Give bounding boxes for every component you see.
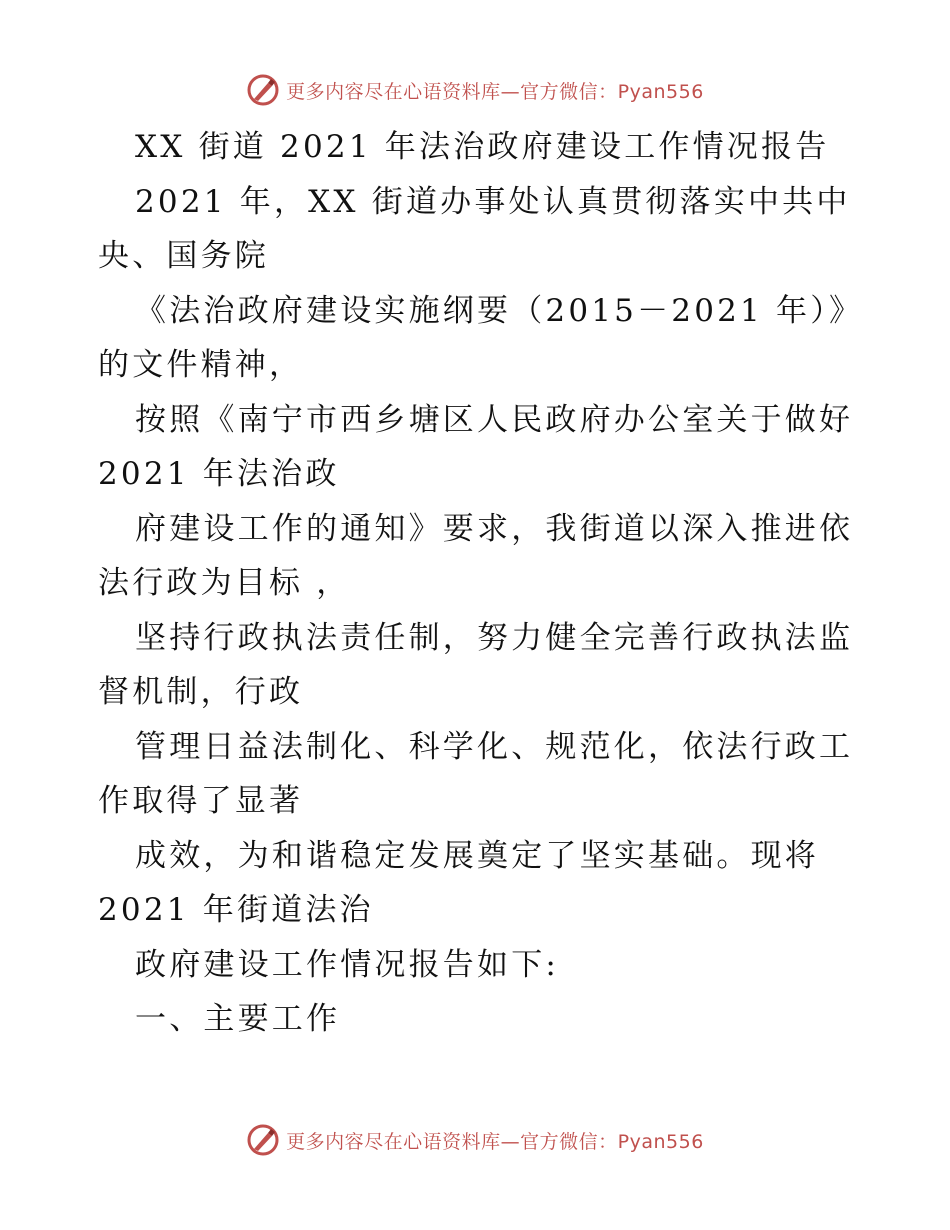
paragraph-line: 府建设工作的通知》要求，我街道以深入推进依: [135, 510, 854, 547]
paragraph-line: 2021 年街道法治: [98, 892, 374, 928]
paragraph-line: 坚持行政执法责任制，努力健全完善行政执法监: [135, 619, 854, 656]
section-heading: 一、主要工作: [135, 1001, 341, 1037]
paragraph-line: 的文件精神，: [98, 347, 304, 383]
document-title: XX 街道 2021 年法治政府建设工作情况报告: [135, 129, 830, 165]
document-body: [98, 120, 864, 1047]
paragraph-line: 2021 年，XX 街道办事处认真贯彻落实中共中: [135, 183, 851, 220]
red-pen-circle-icon: [246, 73, 280, 107]
paragraph-line: 作取得了显著: [98, 783, 304, 819]
paragraph-line: 央、国务院: [98, 238, 269, 274]
watermark-text: 更多内容尽在心语资料库—官方微信：Pyan556: [286, 80, 704, 103]
header-watermark-banner: [0, 70, 950, 110]
paragraph-line: 成效，为和谐稳定发展奠定了坚实基础。现将: [135, 837, 819, 874]
footer-watermark-banner: [0, 1120, 950, 1160]
paragraph-line: 按照《南宁市西乡塘区人民政府办公室关于做好: [135, 401, 854, 438]
paragraph-line: 法行政为目标 ，: [98, 565, 351, 601]
paragraph-line: 《法治政府建设实施纲要（2015－2021 年）》: [135, 292, 864, 329]
paragraph-line: 2021 年法治政: [98, 456, 340, 492]
red-pen-circle-icon: [246, 1123, 280, 1157]
paragraph-line: 管理日益法制化、科学化、规范化，依法行政工: [135, 728, 854, 765]
paragraph-line: 政府建设工作情况报告如下:: [135, 946, 560, 983]
paragraph-line: 督机制，行政: [98, 674, 304, 710]
watermark-text: 更多内容尽在心语资料库—官方微信：Pyan556: [286, 1130, 704, 1153]
